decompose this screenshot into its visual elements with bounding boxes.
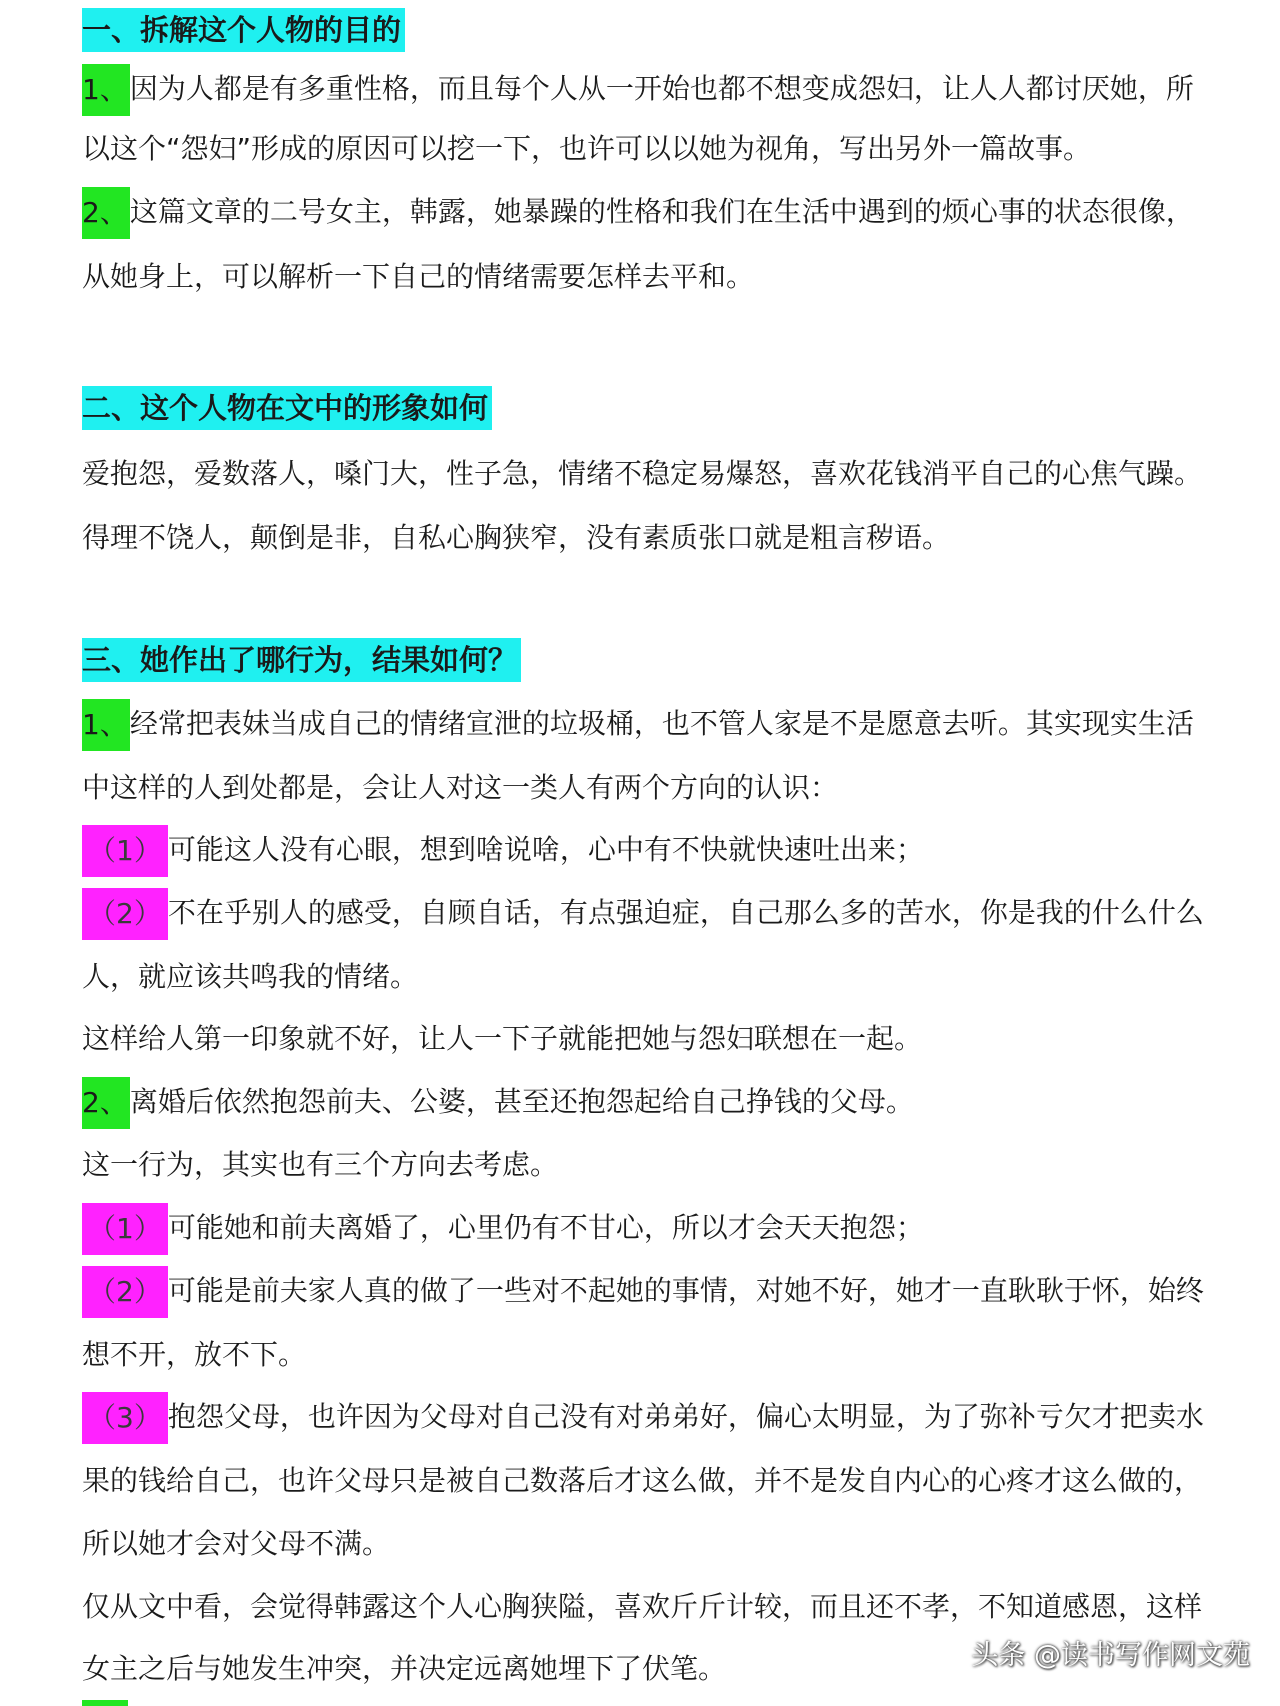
section-1-item-1-line-2: 以这个“怨妇”形成的原因可以挖一下，也许可以以她为视角，写出另外一篇故事。 bbox=[82, 132, 1092, 165]
section-3-item-2-sub-3-line-3: 所以她才会对父母不满。 bbox=[82, 1527, 391, 1560]
sub-number-tag: （2） bbox=[82, 1266, 168, 1318]
number-tag: 1、 bbox=[82, 64, 130, 116]
section-1-item-2-line-1: 2、这篇文章的二号女主，韩露，她暴躁的性格和我们在生活中遇到的烦心事的状态很像， bbox=[82, 180, 1250, 243]
section-2-line-1: 爱抱怨，爱数落人，嗓门大，性子急，情绪不稳定易爆怒，喜欢花钱消平自己的心焦气躁。 bbox=[82, 457, 1203, 490]
section-3-item-2-sub-2-line-2: 想不开，放不下。 bbox=[82, 1338, 307, 1371]
section-3-item-1-after: 这样给人第一印象就不好，让人一下子就能把她与怨妇联想在一起。 bbox=[82, 1022, 923, 1055]
section-3-item-1-line-1: 1、经常把表妹当成自己的情绪宣泄的垃圾桶，也不管人家是不是愿意去听。其实现实生活 bbox=[82, 692, 1250, 755]
section-3-item-2-sub-3-line-1: （3） 抱怨父母，也许因为父母对自己没有对弟弟好，偏心太明显，为了弥补亏欠才把卖水 bbox=[82, 1385, 1250, 1448]
section-3-item-1-sub-2-line-2: 人，就应该共鸣我的情绪。 bbox=[82, 960, 419, 993]
sub-number-tag: （1） bbox=[82, 1203, 168, 1255]
section-1-item-2-line-2: 从她身上，可以解析一下自己的情绪需要怎样去平和。 bbox=[82, 260, 755, 293]
sub-number-tag: （1） bbox=[82, 825, 168, 877]
number-tag: 2、 bbox=[82, 1077, 130, 1129]
section-3-item-2-line-1: 2、离婚后依然抱怨前夫、公婆，甚至还抱怨起给自己挣钱的父母。 bbox=[82, 1070, 1250, 1133]
number-tag: 1、 bbox=[82, 699, 130, 751]
section-3-item-2-sub-3-line-2: 果的钱给自己，也许父母只是被自己数落后才这么做，并不是发自内心的心疼才这么做的， bbox=[82, 1464, 1203, 1497]
section-3-conclusion-line-1: 仅从文中看，会觉得韩露这个人心胸狭隘，喜欢斤斤计较，而且还不孝，不知道感恩，这样 bbox=[82, 1590, 1203, 1623]
section-3-heading: 三、她作出了哪行为，结果如何？ bbox=[82, 638, 521, 682]
section-2-heading: 二、这个人物在文中的形象如何 bbox=[82, 386, 492, 430]
sub-number-tag: （3） bbox=[82, 1392, 168, 1444]
section-1-heading: 一、拆解这个人物的目的 bbox=[82, 8, 405, 52]
number-tag: 2、 bbox=[82, 187, 130, 239]
sub-number-tag: （2） bbox=[82, 888, 168, 940]
next-number-tag-partial bbox=[82, 1700, 128, 1706]
section-3-item-2-intro: 这一行为，其实也有三个方向去考虑。 bbox=[82, 1148, 559, 1181]
section-3-item-1-sub-1: （1） 可能这人没有心眼，想到啥说啥，心中有不快就快速吐出来； bbox=[82, 818, 1250, 881]
section-3-item-2-sub-2-line-1: （2） 可能是前夫家人真的做了一些对不起她的事情，对她不好，她才一直耿耿于怀，始终 bbox=[82, 1259, 1250, 1322]
section-3-conclusion-line-2: 女主之后与她发生冲突，并决定远离她埋下了伏笔。 bbox=[82, 1652, 727, 1685]
section-2-line-2: 得理不饶人，颠倒是非，自私心胸狭窄，没有素质张口就是粗言秽语。 bbox=[82, 521, 951, 554]
section-3-item-2-sub-1: （1） 可能她和前夫离婚了，心里仍有不甘心，所以才会天天抱怨； bbox=[82, 1196, 1250, 1259]
section-1-item-1-line-1: 1、因为人都是有多重性格，而且每个人从一开始也都不想变成怨妇，让人人都讨厌她，所 bbox=[82, 57, 1250, 120]
section-3-item-1-sub-2-line-1: （2） 不在乎别人的感受，自顾自话，有点强迫症，自己那么多的苦水，你是我的什么什么 bbox=[82, 881, 1250, 944]
watermark: 头条 @读书写作网文苑 bbox=[971, 1640, 1250, 1671]
section-3-item-1-line-2: 中这样的人到处都是，会让人对这一类人有两个方向的认识： bbox=[82, 771, 839, 804]
